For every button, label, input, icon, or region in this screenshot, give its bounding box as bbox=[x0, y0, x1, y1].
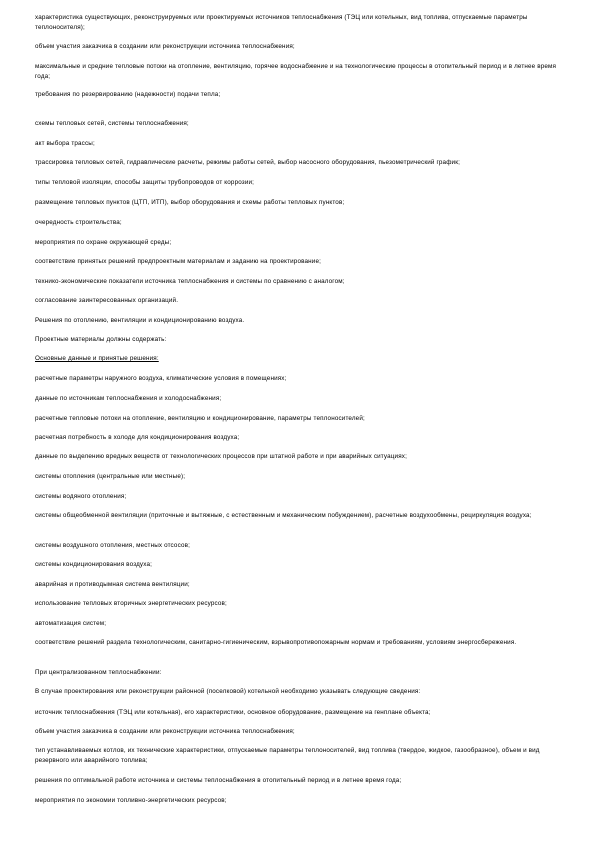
paragraph: очередность строительства; bbox=[35, 219, 122, 226]
paragraph: соответствие решений раздела технологическим, санитарно-гигиеническим, взрывопротивопожарным нормам и требованиям, условиям энергосбережения. bbox=[35, 639, 517, 646]
paragraph: системы воздушного отопления, местных отсосов; bbox=[35, 542, 190, 549]
paragraph: данные по источникам теплоснабжения и холодоснабжения; bbox=[35, 395, 222, 402]
paragraph: мероприятия по охране окружающей среды; bbox=[35, 239, 172, 246]
paragraph: Проектные материалы должны содержать: bbox=[35, 336, 167, 343]
paragraph: использование тепловых вторичных энергетических ресурсов; bbox=[35, 600, 227, 607]
paragraph: системы водяного отопления; bbox=[35, 493, 127, 500]
paragraph: характеристика существующих, реконструируемых или проектируемых источников теплоснабжения (ТЭЦ или котельных, вид топлива, отпускаемые параметры теплоносителя); bbox=[35, 14, 528, 31]
paragraph: соответствие принятых решений предпроектным материалам и заданию на проектирование; bbox=[35, 258, 322, 265]
subsection-heading: Основные данные и принятые решения: bbox=[35, 355, 159, 362]
paragraph: требования по резервированию (надежности) подачи тепла; bbox=[35, 91, 221, 98]
paragraph: источник теплоснабжения (ТЭЦ или котельная), его характеристики, основное оборудование, размещение на генплане объекта; bbox=[35, 709, 431, 716]
paragraph: расчетные тепловые потоки на отопление, вентиляцию и кондиционирование, параметры теплоносителей; bbox=[35, 415, 365, 422]
paragraph: расчетная потребность в холоде для кондиционирования воздуха; bbox=[35, 434, 240, 441]
section-heading: Решения по отоплению, вентиляции и кондиционированию воздуха. bbox=[35, 317, 245, 324]
paragraph: максимальные и средние тепловые потоки на отопление, вентиляцию, горячее водоснабжение и на технологические процессы в отопительный период и в летнее время года; bbox=[35, 63, 557, 80]
paragraph: решения по оптимальной работе источника и системы теплоснабжения в отопительный период и в летнее время года; bbox=[35, 777, 402, 784]
paragraph: данные по выделению вредных веществ от технологических процессов при штатной работе и при аварийных ситуациях; bbox=[35, 453, 407, 460]
paragraph: системы отопления (центральные или местные); bbox=[35, 473, 186, 480]
paragraph: типы тепловой изоляции, способы защиты трубопроводов от коррозии; bbox=[35, 179, 255, 186]
paragraph: акт выбора трассы; bbox=[35, 140, 95, 147]
paragraph: системы кондиционирования воздуха; bbox=[35, 561, 152, 568]
paragraph: автоматизация систем; bbox=[35, 620, 107, 627]
paragraph: объем участия заказчика в создании или реконструкции источника теплоснабжения; bbox=[35, 43, 295, 50]
paragraph: трассировка тепловых сетей, гидравлические расчеты, режимы работы сетей, выбор насосного оборудования, пьезометрический график; bbox=[35, 159, 461, 166]
paragraph: размещение тепловых пунктов (ЦТП, ИТП), выбор оборудования и схемы работы тепловых пунктов; bbox=[35, 199, 345, 206]
paragraph: В случае проектирования или реконструкции районной (поселковой) котельной необходимо указывать следующие сведения: bbox=[35, 688, 421, 695]
paragraph: системы общеобменной вентиляции (приточные и вытяжные, с естественным и механическим побуждением), расчетные воздухообмены, рециркуляция воздуха; bbox=[35, 512, 532, 519]
paragraph: расчетные параметры наружного воздуха, климатические условия в помещениях; bbox=[35, 375, 287, 382]
paragraph: технико-экономические показатели источника теплоснабжения и системы по сравнению с аналогом; bbox=[35, 278, 345, 285]
paragraph: схемы тепловых сетей, системы теплоснабжения; bbox=[35, 120, 189, 127]
paragraph: тип устанавливаемых котлов, их технические характеристики, отпускаемые параметры теплоносителей, вид топлива (твердое, жидкое, газообразное), объем и вид резервного или аварийного топлива; bbox=[35, 747, 540, 764]
paragraph: согласование заинтересованных организаций. bbox=[35, 297, 179, 304]
paragraph: мероприятия по экономии топливно-энергетических ресурсов; bbox=[35, 797, 227, 804]
section-heading: При централизованном теплоснабжении: bbox=[35, 669, 162, 676]
paragraph: объем участия заказчика в создании или реконструкции источника теплоснабжения; bbox=[35, 728, 295, 735]
paragraph: аварийная и противодымная система вентиляции; bbox=[35, 581, 190, 588]
